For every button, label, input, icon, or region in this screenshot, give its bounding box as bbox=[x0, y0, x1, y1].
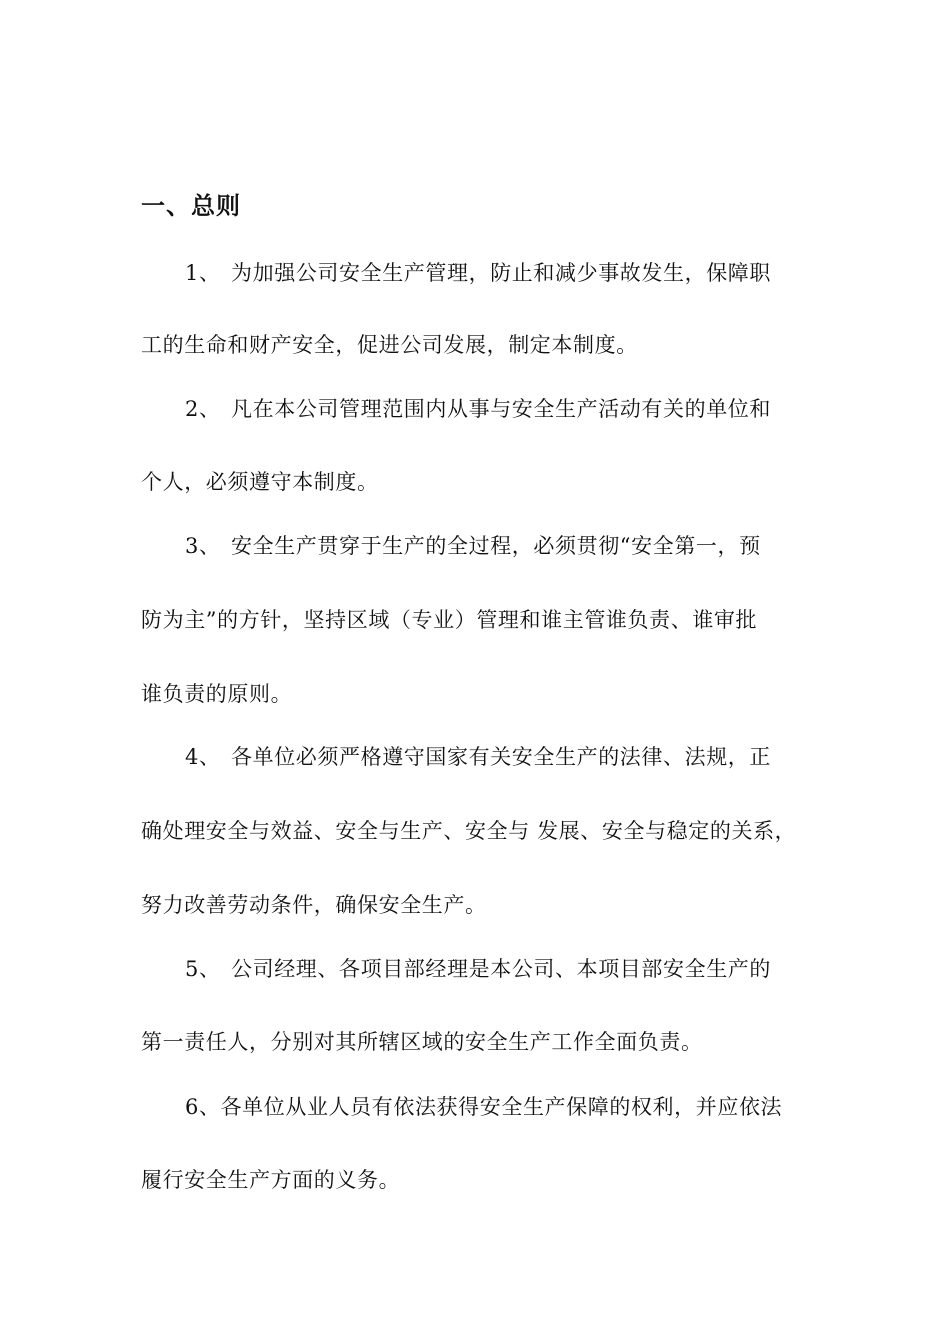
item-5-first-line bbox=[185, 953, 771, 983]
item-6-continuation: 履行安全生产方面的义务。 bbox=[141, 1168, 401, 1192]
item-number: 1、 bbox=[185, 261, 221, 285]
item-2-continuation: 个人，必须遵守本制度。 bbox=[141, 470, 379, 494]
item-number: 2、 bbox=[185, 397, 221, 421]
item-4-first-line bbox=[185, 741, 771, 771]
item-number: 5、 bbox=[185, 957, 221, 981]
item-number: 4、 bbox=[185, 745, 221, 769]
item-number: 6、 bbox=[185, 1095, 221, 1119]
item-1-first-line bbox=[185, 257, 771, 287]
item-4-continuation: 确处理安全与效益、安全与生产、安全与 发展、安全与稳定的关系， bbox=[141, 819, 797, 843]
item-text: 为加强公司安全生产管理，防止和减少事故发生，保障职 bbox=[231, 261, 771, 285]
item-1-continuation: 工的生命和财产安全，促进公司发展，制定本制度。 bbox=[141, 333, 638, 357]
item-3-first-line bbox=[185, 530, 761, 560]
item-4-continuation: 努力改善劳动条件，确保安全生产。 bbox=[141, 893, 487, 917]
item-text: 凡在本公司管理范围内从事与安全生产活动有关的单位和 bbox=[231, 397, 771, 421]
item-2-first-line bbox=[185, 393, 771, 423]
item-text: 各单位从业人员有依法获得安全生产保障的权利，并应依法 bbox=[220, 1095, 783, 1119]
item-3-continuation: 谁负责的原则。 bbox=[141, 682, 293, 706]
section-heading: 一、总则 bbox=[141, 191, 241, 220]
item-text: 公司经理、各项目部经理是本公司、本项目部安全生产的 bbox=[231, 957, 771, 981]
item-text: 各单位必须严格遵守国家有关安全生产的法律、法规，正 bbox=[231, 745, 771, 769]
item-number: 3、 bbox=[185, 534, 221, 558]
item-3-continuation: 防为主”的方针，坚持区域（专业）管理和谁主管谁负责、谁审批 bbox=[141, 608, 758, 632]
item-5-continuation: 第一责任人，分别对其所辖区域的安全生产工作全面负责。 bbox=[141, 1030, 703, 1054]
item-text: 安全生产贯穿于生产的全过程，必须贯彻“安全第一，预 bbox=[231, 534, 761, 558]
item-6-first-line bbox=[185, 1091, 782, 1121]
